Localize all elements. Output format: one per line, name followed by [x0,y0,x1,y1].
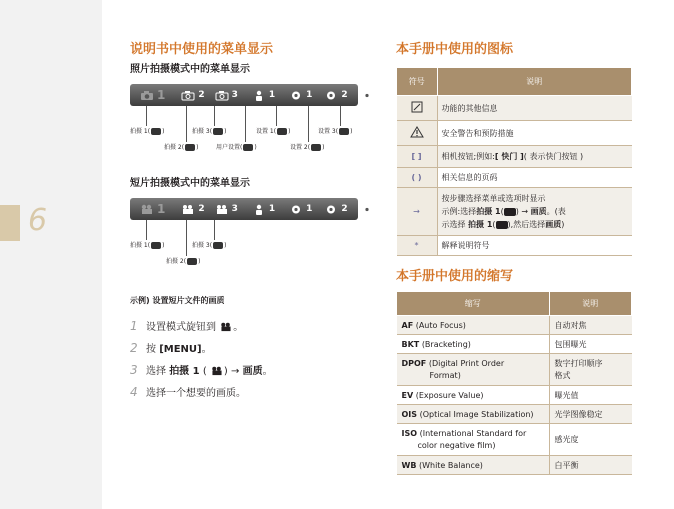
table-row: OIS (Optical Image Stabilization) 光学图像稳定 [397,405,632,424]
video-camera-icon [187,258,197,265]
gear-icon [324,90,338,101]
table-row: * 解释说明符号 [397,236,632,256]
callout-set3: 设置 3( ) [318,128,353,135]
video-camera-icon [504,208,516,216]
callout-video-shoot2: 拍摄 2( ) [166,258,201,265]
video-camera-icon [496,221,508,229]
video-camera-icon [140,204,154,215]
callout-line [214,220,215,240]
video-camera-icon [219,322,233,332]
section-title-menu-display: 说明书中使用的菜单显示 [130,42,274,57]
callout-line [245,106,246,142]
video-tab-shoot1: 1 [140,202,165,216]
video-menu-subtitle: 短片拍摄模式中的菜单显示 [130,178,250,189]
photo-menu-bar [130,84,383,106]
callout-line [146,220,147,240]
photo-menu-subtitle: 照片拍摄模式中的菜单显示 [130,64,250,75]
video-tab-set3: 3 [360,204,383,215]
camera-icon [213,128,223,135]
gear-icon [277,128,287,135]
callout-line [308,106,309,142]
video-tab-set1: 1 [289,204,312,215]
callout-line [214,106,215,126]
camera-icon [185,144,195,151]
step-1: 1 设置模式旋钮到 。 [130,319,244,333]
callout-line [340,106,341,126]
col-header-desc: 说明 [437,68,632,96]
col-header-symbol: 符号 [397,68,438,96]
table-row: DPOF (Digital Print Order Format) 数字打印顺序 格式 [397,354,632,386]
callout-line [186,220,187,256]
video-tab-shoot3: 3 [215,204,238,215]
camera-icon [151,128,161,135]
gear-icon [289,204,303,215]
page-tab-marker [0,205,20,241]
callout-video-shoot1: 拍摄 1( ) [130,242,165,249]
video-camera-icon [151,242,161,249]
step-2: 2 按 [MENU]。 [130,341,212,355]
camera-icon [215,90,229,101]
step-4: 4 选择一个想要的画质。 [130,385,246,399]
col-header-desc: 说明 [549,292,632,316]
table-row: BKT (Bracketing) 包围曝光 [397,335,632,354]
table-row: 安全警告和预防措施 [397,121,632,146]
callout-line [186,106,187,142]
camera-icon [140,90,154,101]
table-row: → 按步骤选择菜单或选项时显示 示例:选择拍摄 1( ) → 画质。(表 示选择 拍摄 1( ),然后选择画质) [397,188,632,236]
person-icon [252,204,266,215]
page-number: 6 [28,203,48,238]
callout-set2: 设置 2( ) [290,144,325,151]
table-header [397,68,632,96]
callout-set1: 设置 1( ) [256,128,291,135]
photo-tab-set3: 3 [360,90,383,101]
callout-shoot1: 拍摄 1( ) [130,128,165,135]
photo-tab-user: 1 [252,90,275,101]
video-tab-set2: 2 [324,204,347,215]
example-title: 示例) 设置短片文件的画质 [130,296,225,305]
table-header [397,292,632,316]
gear-icon [339,128,349,135]
warning-icon [397,121,438,146]
left-margin-strip [0,0,102,509]
photo-tab-shoot3: 3 [215,90,238,101]
video-menu-bar [130,198,383,220]
callout-line [276,106,277,126]
gear-icon [311,144,321,151]
section-title-abbr: 本手册中使用的缩写 [396,269,514,284]
callout-line [146,106,147,126]
gear-icon [360,204,374,215]
callout-shoot2: 拍摄 2( ) [164,144,199,151]
table-row: ISO (International Standard for color negative film) 感光度 [397,424,632,456]
camera-icon [181,90,195,101]
photo-tab-set1: 1 [289,90,312,101]
callout-shoot3: 拍摄 3( ) [192,128,227,135]
gear-icon [289,90,303,101]
video-camera-icon [181,204,195,215]
table-row: ( ) 相关信息的页码 [397,168,632,188]
photo-tab-shoot2: 2 [181,90,204,101]
callout-video-shoot3: 拍摄 3( ) [192,242,227,249]
icons-table [396,67,632,256]
gear-icon [324,204,338,215]
table-row: 功能的其他信息 [397,96,632,121]
section-title-icons: 本手册中使用的图标 [396,42,514,57]
video-camera-icon [213,242,223,249]
person-icon [243,144,253,151]
note-icon [397,96,438,121]
video-tab-user: 1 [252,204,275,215]
step-3: 3 选择 拍摄 1 ( ) → 画质。 [130,363,273,377]
photo-tab-shoot1: 1 [140,88,165,102]
person-icon [252,90,266,101]
abbreviation-table [396,291,632,475]
table-row: EV (Exposure Value) 曝光值 [397,386,632,405]
col-header-abbr: 缩写 [397,292,550,316]
table-row: AF (Auto Focus) 自动对焦 [397,316,632,335]
table-row: WB (White Balance) 白平衡 [397,456,632,475]
table-row: [ ] 相机按钮;例如:[ 快门 ]( 表示快门按钮 ) [397,146,632,168]
photo-tab-set2: 2 [324,90,347,101]
video-tab-shoot2: 2 [181,204,204,215]
video-camera-icon [215,204,229,215]
gear-icon [360,90,374,101]
callout-user: 用户设置( ) [216,144,257,151]
video-camera-icon [210,366,224,376]
